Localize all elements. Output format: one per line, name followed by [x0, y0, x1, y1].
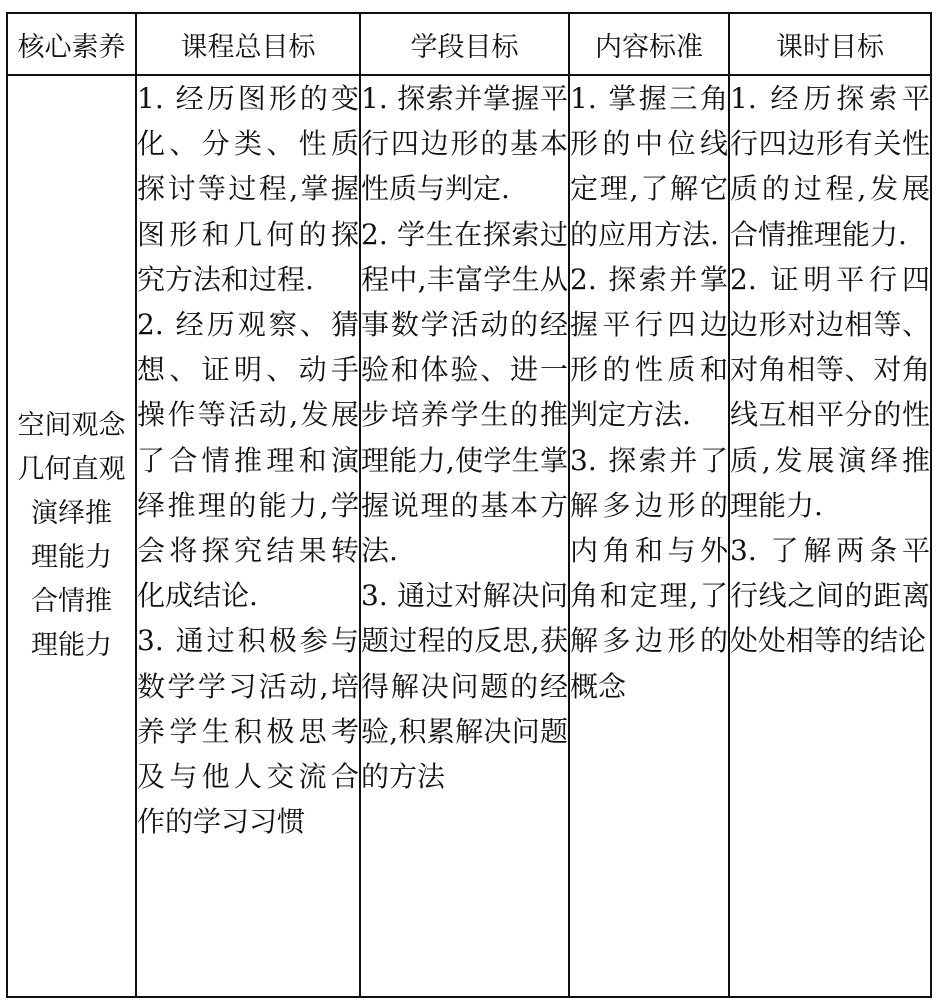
- course-goal-item: 3. 通过积极参与数学学习活动,培养学生积极思考及与他人交流合作的学习习惯: [137, 624, 359, 839]
- content-standards-cell: [569, 75, 729, 997]
- header-lesson-goals: 课时目标: [729, 13, 931, 75]
- stage-goals-cell: [360, 75, 569, 997]
- stage-goal-item: 2. 学生在探索过程中,丰富学生从事数学活动的经验和体验、进一步培养学生的推理能力,使学生掌握说理的基本方法.: [361, 217, 568, 568]
- core-literacy-cell: [7, 75, 136, 997]
- header-row: [7, 13, 931, 75]
- core-literacy-line: 几何直观: [17, 454, 126, 485]
- core-literacy-line: 演绎推: [31, 498, 112, 529]
- course-goals-cell: [136, 75, 360, 997]
- lesson-goal-item: 1. 经历探索平行四边形有关性质的过程,发展合情推理能力.: [730, 82, 930, 251]
- core-literacy-line: 空间观念: [17, 410, 126, 441]
- stage-goal-item: 3. 通过对解决问题过程的反思,获得解决问题的经验,积累解决问题的方法: [361, 579, 568, 794]
- header-core-literacy: 核心素养: [7, 13, 136, 75]
- header-stage-goals: 学段目标: [360, 13, 569, 75]
- curriculum-goals-table: [6, 12, 932, 998]
- content-standard-item: 1. 掌握三角形的中位线定理,了解它的应用方法.: [570, 82, 728, 251]
- content-standard-item: 3. 探索并了解多边形的内角和与外角和定理,了解多边形的概念: [570, 443, 728, 703]
- core-literacy-line: 理能力: [31, 630, 112, 661]
- header-content-standards: 内容标准: [569, 13, 729, 75]
- lesson-goal-item: 2. 证明平行四边形对边相等、对角相等、对角线互相平分的性质,发展演绎推理能力.: [730, 262, 930, 522]
- lesson-goal-item: 3. 了解两条平行线之间的距离处处相等的结论: [730, 534, 930, 658]
- header-course-goals: 课程总目标: [136, 13, 360, 75]
- lesson-goals-cell: [729, 75, 931, 997]
- core-literacy-line: 合情推: [31, 586, 112, 617]
- course-goal-item: 2. 经历观察、猜想、证明、动手操作等活动,发展了合情推理和演绎推理的能力,学会将探究结果转化成结论.: [137, 308, 359, 613]
- body-row: [7, 75, 931, 997]
- core-literacy-line: 理能力: [31, 542, 112, 573]
- content-standard-item: 2. 探索并掌握平行四边形的性质和判定方法.: [570, 262, 728, 432]
- stage-goal-item: 1. 探索并掌握平行四边形的基本性质与判定.: [361, 82, 568, 206]
- course-goal-item: 1. 经历图形的变化、分类、性质探讨等过程,掌握图形和几何的探究方法和过程.: [137, 82, 359, 296]
